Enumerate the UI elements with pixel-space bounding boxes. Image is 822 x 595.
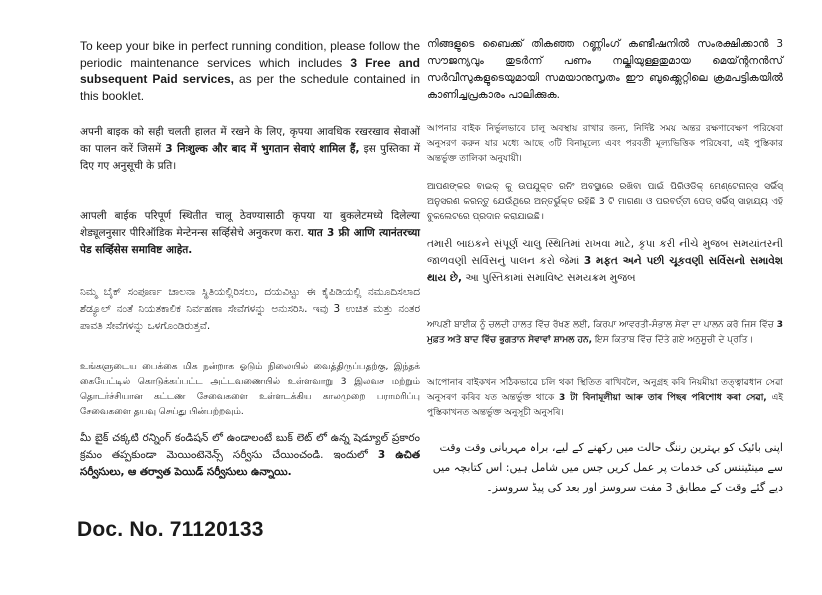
malayalam-paragraph [427, 36, 783, 104]
english-text: To keep your bike in perfect running condition, please follow the periodic maintenance services which includes [80, 39, 420, 70]
hindi-paragraph [80, 124, 420, 175]
english-bold-text: 3 Free and subsequent Paid services, [80, 55, 421, 86]
odia-text: ଆପଣଙ୍କର ବାଇକ୍ କୁ ଉପଯୁକ୍ତ ରନିଂ ଅବସ୍ଥାରେ ରଖିବା ପାଇଁ ପିରିଓଡିକ୍ ମେଣ୍ଟେନାନ୍ସ ସର୍ଭିସ୍ ଅନୁସରଣ କରନ୍ତୁ ଯେଉଁଥିରେ ଅନ୍ତର୍ଭୁକ୍ତ ରହିଛି 3 ଟି ମାଗଣା ଓ ପରବର୍ତ୍ତୀ ପେଡ୍ ସର୍ଭିସ୍ ସାହାଯ୍ୟ ଏହି ବୁକଲେଟରେ ପ୍ରଦାନ କରାଯାଇଛି। [427, 182, 783, 222]
gujarati-text: તમારી બાઇકને સંપૂર્ણ ચાલુ સ્થિતિમાં રાખવા માટે, કૃપા કરી નીચે મુજબ સમયાંતરની જાળવણી સર્વિસનું પાલન કરો જેમાં [427, 238, 783, 267]
kannada-paragraph [80, 284, 420, 335]
kannada-text: ನಿಮ್ಮ ಬೈಕ್ ಸಂಪೂರ್ಣ ಚಾಲನಾ ಸ್ಥಿತಿಯಲ್ಲಿರಿಸಲು, ದಯವಿಟ್ಟು ಈ ಕೈಪಿಡಿಯಲ್ಲಿ ನಮೂದಿಸಲಾದ ಶೆಡ್ಯೂಲ್ ನಂತೆ ನಿಯತಕಾಲಿಕ ನಿರ್ವಹಣಾ ಸೇವೆಗಳನ್ನು ಅನುಸರಿಸಿ. ಇವು 3 ಉಚಿತ ಮತ್ತು ನಂತರ ಪಾವತಿ ಸೇವೆಗಳನ್ನು ಒಳಗೊಂಡಿರುತ್ತವೆ. [80, 286, 420, 332]
telugu-paragraph [80, 430, 420, 481]
assamese-text-end: এই পুস্তিকাখনত অন্তৰ্ভুক্ত অনুসূচী অনুসৰি। [427, 393, 783, 418]
punjabi-bold-text: 3 ਮੁਫ਼ਤ ਅਤੇ ਬਾਦ ਵਿੱਚ ਭੁਗਤਾਨ ਸੇਵਾਵਾਂ ਸ਼ਾਮਲ ਹਨ, [427, 320, 783, 345]
punjabi-text-end: ਇਸ ਕਿਤਾਬ ਵਿੱਚ ਦਿੱਤੇ ਗਏ ਅਨੁਸੂਚੀ ਦੇ ਪ੍ਰਤਿ। [592, 335, 754, 345]
bengali-paragraph [427, 122, 783, 167]
punjabi-text: ਆਪਣੀ ਬਾਈਕ ਨੂੰ ਚਲਦੀ ਹਾਲਤ ਵਿੱਚ ਰੱਖਣ ਲਈ, ਕਿਰਪਾ ਆਵਰਤੀ-ਸੰਭਾਲ ਸੇਵਾ ਦਾ ਪਾਲਨ ਕਰੋ ਜਿਸ ਵਿੱਚ [427, 320, 777, 330]
bengali-text: আপনার বাইক নির্ভুলভাবে চালু অবস্থায় রাখার জন্য, নির্দিষ্ট সময় অন্তর রক্ষণাবেক্ষণ পরিষেবা অনুসরণ করুন যার মধ্যে আছে ৩টি বিনামূল্যে এবং পরবর্তী মূল্যভিত্তিক পরিষেবা, এই পুস্তিকার অন্তর্ভুক্ত তালিকা অনুযায়ী। [427, 124, 783, 164]
marathi-text: आपली बाईक परिपूर्ण स्थितीत चालू ठेवण्यासाठी कृपया या बुकलेटमध्ये दिलेल्या शेड्यूलनुसार पीरिऑडिक मेन्टेनन्स सर्व्हिसेचे अनुकरण करा. [80, 210, 420, 239]
english-text-end: as per the schedule contained in this booklet. [80, 72, 421, 103]
telugu-text: మీ బైక్ చక్కటి రన్నింగ్ కండిషన్ లో ఉండాలంటే బుక్ లెట్ లో ఉన్న షెడ్యూల్ ప్రకారం క్రమం తప్పకుండా మెయింటెనెన్స్ సర్వీసు చేయించండి. ఇందులో [80, 432, 420, 461]
marathi-paragraph [80, 208, 420, 259]
assamese-bold-text: 3 টা বিনামূলীয়া আৰু তাৰ পিছৰ পৰিশোধ কৰা সেৱা, [559, 393, 767, 403]
malayalam-text: നിങ്ങളുടെ ബൈക്ക് തികഞ്ഞ റണ്ണിംഗ് കണ്ടീഷനിൽ സംരക്ഷിക്കാൻ 3 സൗജന്യവും തുടർന്ന് പണം നല്കിയുള്ളതുമായ മെയ്ന്റനൻസ് സർവീസുകളുടെയുമായി സമയാനുസൃതം ഈ ബുക്ക്ലെറ്റിലെ ക്രമപട്ടികയിൽ കാണിച്ചപ്രകാരം പാലിക്കുക. [427, 38, 783, 101]
urdu-paragraph [427, 438, 783, 498]
gujarati-text-end: આ પુસ્તિકામાં સમાવિષ્ટ સમયક્રમ મુજબ [462, 272, 636, 284]
gujarati-bold-text: 3 મફત અને પછી ચૂકવણી સર્વિસનો સમાવેશ થાય છે, [427, 255, 783, 284]
telugu-bold-text-end: ఆ తర్వాత పెయిడ్ సర్వీసులు ఉన్నాయి. [127, 466, 292, 478]
assamese-text: আপোনাৰ বাইকখন সঠিকভাৱে চলি থকা স্থিতিত ৰাখিবলৈ, অনুগ্ৰহ কৰি নিয়মীয়া তত্ত্বাৱধান সেৱা অনুসৰণ কৰিব যত অন্তৰ্ভুক্ত থাকে [427, 378, 783, 403]
marathi-bold-text: यात 3 फ्री आणि त्यानंतरच्या पेड सर्व्हिसेस समाविष्ट आहेत. [80, 227, 420, 256]
urdu-text: اپنی بائیک کو بہترین رننگ حالت میں رکھنے کے لیے، براہ مہربانی وقت وقت سے مینٹیننس کی خدمات پر عمل کریں جس میں شامل ہیں: اس کتابچہ میں دیے گئے وقت کے مطابق 3 مفت سروسز اور بعد کی پیڈ سروسز۔ [432, 441, 783, 494]
telugu-bold-text: 3 ఉచిత సర్వీసులు, [80, 449, 421, 478]
hindi-text-end: इस पुस्तिका में दिए गए अनुसूची के प्रति। [80, 143, 420, 172]
english-paragraph [80, 38, 420, 104]
gujarati-paragraph [427, 236, 783, 287]
hindi-bold-text: 3 निःशुल्क और बाद में भुगतान सेवाएं शामिल हैं, [165, 143, 360, 155]
document-number: Doc. No. 71120133 [77, 518, 264, 541]
tamil-text: உங்களுடைய பைக்கை மிக நன்றாக ஓடும் நிலையில் வைத்திருப்பதற்கு, இந்தக் கையேட்டில் கொடுக்கப்பட்ட அட்டவணையில் உள்ளவாறு 3 இலவச மற்றும் தொடர்ச்சியான கட்டண சேவைகளை உள்ளடக்கிய காலமுறை பராமரிப்பு சேவைகளை தயவு செய்து பின்பற்றவும். [80, 362, 420, 417]
tamil-paragraph [80, 360, 420, 420]
assamese-paragraph [427, 376, 783, 421]
odia-paragraph [427, 180, 783, 225]
hindi-text: अपनी बाइक को सही चलती हालत में रखने के लिए, कृपया आवधिक रखरखाव सेवाओं का पालन करें जिसमें [80, 126, 420, 155]
punjabi-paragraph [427, 318, 783, 348]
